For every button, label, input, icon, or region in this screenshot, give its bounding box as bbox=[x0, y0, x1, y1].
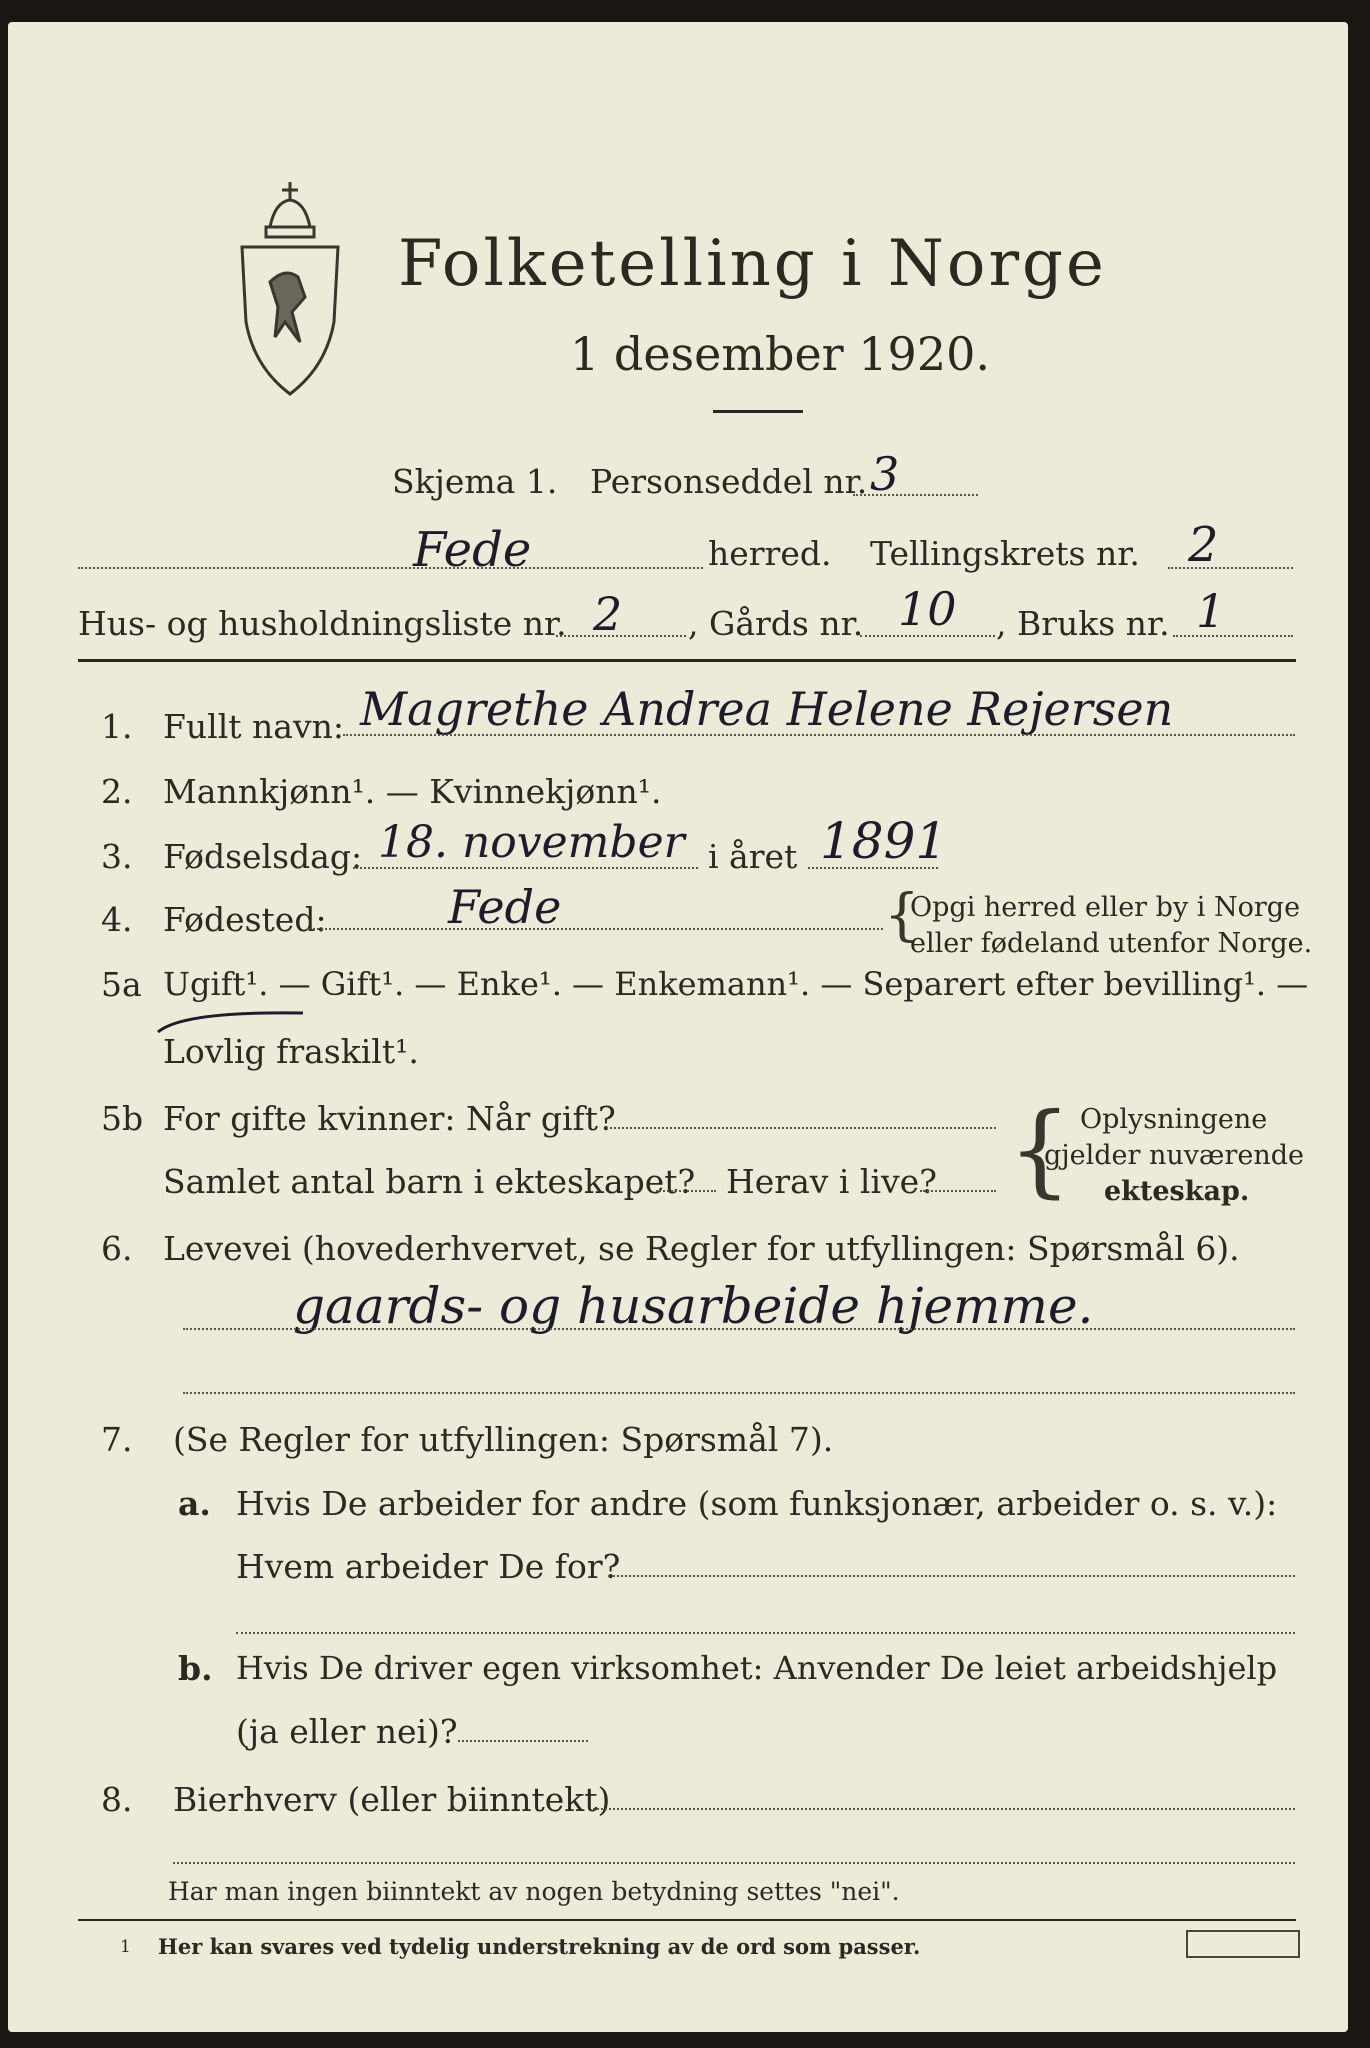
schema-label: Skjema 1. bbox=[392, 462, 558, 501]
q5b-number: 5b bbox=[101, 1099, 144, 1138]
q7a-letter: a. bbox=[178, 1484, 211, 1523]
header-rule bbox=[78, 659, 1296, 662]
q5a-underline-mark bbox=[153, 1007, 313, 1037]
herred-label: herred. bbox=[708, 534, 832, 573]
q5a-line2: Lovlig fraskilt¹. bbox=[163, 1032, 419, 1071]
q5a-line1: Ugift¹. — Gift¹. — Enke¹. — Enkemann¹. — Separert efter bevilling¹. — bbox=[163, 965, 1309, 1003]
q5b-note-2: gjelder nuværende bbox=[1044, 1140, 1304, 1171]
personseddel-line bbox=[853, 494, 978, 496]
q7a-line bbox=[608, 1575, 1295, 1577]
herred-value: Fede bbox=[413, 522, 532, 578]
hus-value: 2 bbox=[593, 587, 623, 641]
footnote-text: Her kan svares ved tydelig understrekning av de ord som passer. bbox=[158, 1934, 921, 1959]
footer-note: Har man ingen biinntekt av nogen betydning settes "nei". bbox=[168, 1877, 900, 1906]
q6-number: 6. bbox=[101, 1229, 133, 1268]
tellingskrets-value: 2 bbox=[1188, 517, 1219, 573]
q6-value: gaards- og husarbeide hjemme. bbox=[293, 1277, 1094, 1335]
q4-line bbox=[308, 928, 883, 930]
printer-stamp bbox=[1186, 1930, 1300, 1958]
q3-year-value: 1891 bbox=[820, 812, 948, 870]
q5b-children-line bbox=[656, 1190, 716, 1192]
q3-value: 18. november bbox=[378, 817, 685, 868]
census-form-page bbox=[8, 22, 1348, 2032]
footnote-rule bbox=[78, 1919, 1296, 1921]
personseddel-value: 3 bbox=[870, 447, 900, 501]
q4-note-2: eller fødeland utenfor Norge. bbox=[910, 928, 1313, 959]
q4-value: Fede bbox=[448, 880, 562, 934]
footnote-mark: 1 bbox=[120, 1937, 131, 1957]
q7a-line1: Hvis De arbeider for andre (som funksjonær, arbeider o. s. v.): bbox=[236, 1484, 1278, 1523]
title-divider bbox=[713, 410, 803, 413]
q5a-number: 5a bbox=[101, 965, 142, 1004]
q4-label: Fødested: bbox=[163, 900, 327, 939]
q8-label: Bierhverv (eller biinntekt) bbox=[173, 1780, 611, 1819]
q6-line-2 bbox=[183, 1392, 1295, 1394]
q8-line-extra bbox=[173, 1862, 1295, 1864]
q3-label: Fødselsdag: bbox=[163, 837, 363, 876]
q2-number: 2. bbox=[101, 772, 133, 811]
q7b-letter: b. bbox=[178, 1649, 213, 1688]
q7b-line2: (ja eller nei)? bbox=[236, 1712, 458, 1751]
q2-label: Mannkjønn¹. — Kvinnekjønn¹. bbox=[163, 772, 662, 811]
q7b-line bbox=[458, 1740, 588, 1742]
q8-number: 8. bbox=[101, 1780, 133, 1819]
bruks-label: , Bruks nr. bbox=[996, 604, 1170, 643]
q1-label: Fullt navn: bbox=[163, 707, 344, 746]
hus-line bbox=[556, 635, 686, 637]
q3-line bbox=[353, 867, 698, 869]
q7b-line1: Hvis De driver egen virksomhet: Anvender De leiet arbeidshjelp bbox=[236, 1649, 1278, 1687]
q5b-alive-line bbox=[920, 1190, 996, 1192]
q3-number: 3. bbox=[101, 837, 133, 876]
q7-label: (Se Regler for utfyllingen: Spørsmål 7). bbox=[173, 1420, 834, 1459]
census-date: 1 desember 1920. bbox=[570, 327, 990, 381]
tellingskrets-label: Tellingskrets nr. bbox=[870, 534, 1140, 573]
q3-year-label: i året bbox=[708, 837, 798, 876]
bruks-value: 1 bbox=[1196, 584, 1226, 638]
norwegian-coat-of-arms-icon bbox=[230, 172, 350, 402]
q6-label: Levevei (hovederhvervet, se Regler for utfyllingen: Spørsmål 6). bbox=[163, 1229, 1240, 1268]
q5b-when-line bbox=[606, 1127, 996, 1129]
gards-line bbox=[860, 635, 995, 637]
q4-brace: { bbox=[884, 883, 920, 948]
gards-label: , Gårds nr. bbox=[688, 604, 864, 643]
q5b-line2: Samlet antal barn i ekteskapet? bbox=[163, 1162, 696, 1201]
q5b-note-1: Oplysningene bbox=[1080, 1104, 1268, 1135]
q5b-note-3: ekteskap. bbox=[1104, 1176, 1250, 1207]
q4-number: 4. bbox=[101, 900, 133, 939]
tellingskrets-line bbox=[1168, 567, 1293, 569]
q6-line-1 bbox=[183, 1328, 1295, 1330]
q3-year-line bbox=[808, 867, 938, 869]
bruks-line bbox=[1173, 635, 1293, 637]
q8-line bbox=[593, 1808, 1295, 1810]
gards-value: 10 bbox=[898, 582, 957, 636]
q5b-brace: { bbox=[1008, 1091, 1072, 1208]
q1-value: Magrethe Andrea Helene Rejersen bbox=[360, 682, 1174, 736]
q1-number: 1. bbox=[101, 707, 133, 746]
q5b-alive-label: Herav i live? bbox=[726, 1162, 937, 1201]
form-title: Folketelling i Norge bbox=[398, 227, 1107, 301]
q5b-line1: For gifte kvinner: Når gift? bbox=[163, 1099, 616, 1138]
q4-note-1: Opgi herred eller by i Norge bbox=[910, 892, 1301, 923]
herred-line bbox=[78, 567, 703, 569]
q7-number: 7. bbox=[101, 1420, 133, 1459]
hus-label: Hus- og husholdningsliste nr. bbox=[78, 604, 567, 643]
q7a-line2: Hvem arbeider De for? bbox=[236, 1547, 621, 1586]
q1-line bbox=[343, 734, 1295, 736]
q7a-line-extra bbox=[236, 1632, 1295, 1634]
personseddel-label: Personseddel nr. bbox=[590, 462, 868, 501]
